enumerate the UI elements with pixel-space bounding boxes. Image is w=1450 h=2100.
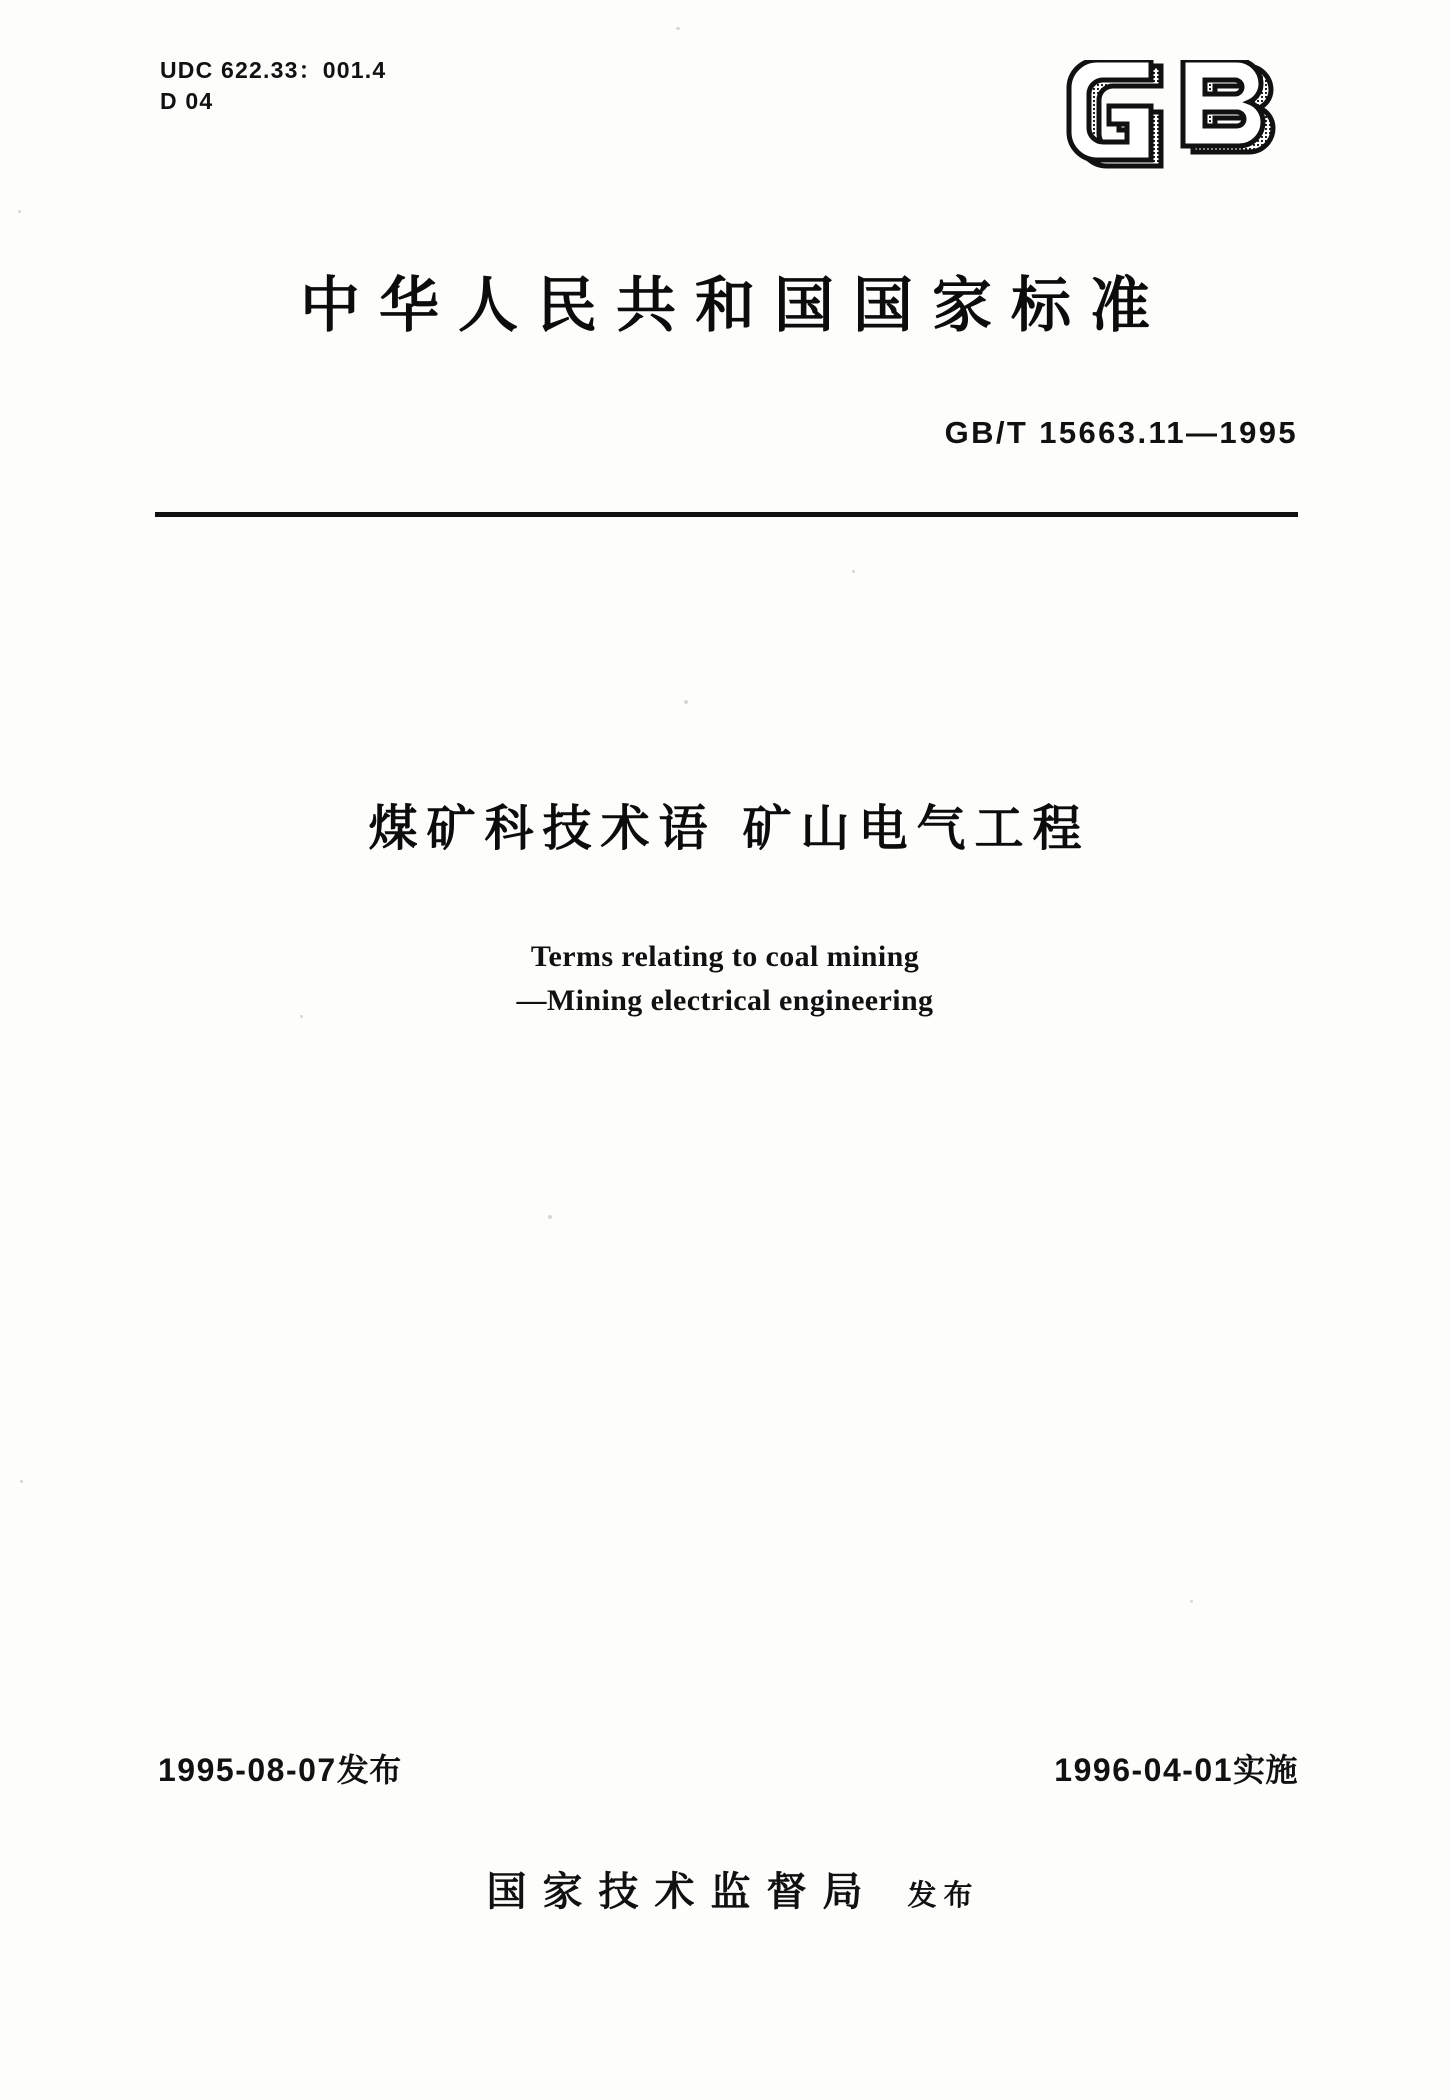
issue-date-label: 发布 (336, 1751, 402, 1789)
issue-date (158, 1745, 402, 1791)
english-title-line-2: —Mining electrical engineering (516, 983, 934, 1017)
scan-speck (20, 1480, 23, 1483)
publisher-organization: 国家技术监督局 (486, 1869, 879, 1915)
udc-line-1: UDC 622.33：001.4 (160, 57, 387, 83)
scan-speck (684, 700, 688, 704)
english-title (0, 935, 1450, 1022)
chinese-title: 煤矿科技术语 矿山电气工程 (368, 800, 1091, 857)
scan-speck (300, 1015, 303, 1018)
publisher-action: 发布 (907, 1878, 980, 1912)
scan-speck (1190, 1600, 1193, 1603)
scan-speck (676, 27, 680, 30)
udc-classification-block (160, 55, 386, 117)
english-title-line-1: Terms relating to coal mining (530, 940, 920, 973)
header-divider (155, 512, 1298, 517)
scan-speck (548, 1215, 552, 1219)
udc-line-2: D 04 (160, 88, 214, 115)
scan-speck (852, 570, 855, 573)
publisher-block (0, 1860, 1450, 1917)
scan-speck (18, 210, 21, 213)
national-standard-title: 中华人民共和国国家标准 (300, 271, 1169, 341)
implement-date (1054, 1745, 1298, 1791)
gb-emblem-icon (1037, 60, 1302, 175)
issue-date-value: 1995-08-07 (158, 1752, 337, 1788)
implement-date-label: 实施 (1232, 1751, 1298, 1789)
standard-number: GB/T 15663.11—1995 (944, 415, 1298, 450)
implement-date-value: 1996-04-01 (1054, 1752, 1233, 1788)
